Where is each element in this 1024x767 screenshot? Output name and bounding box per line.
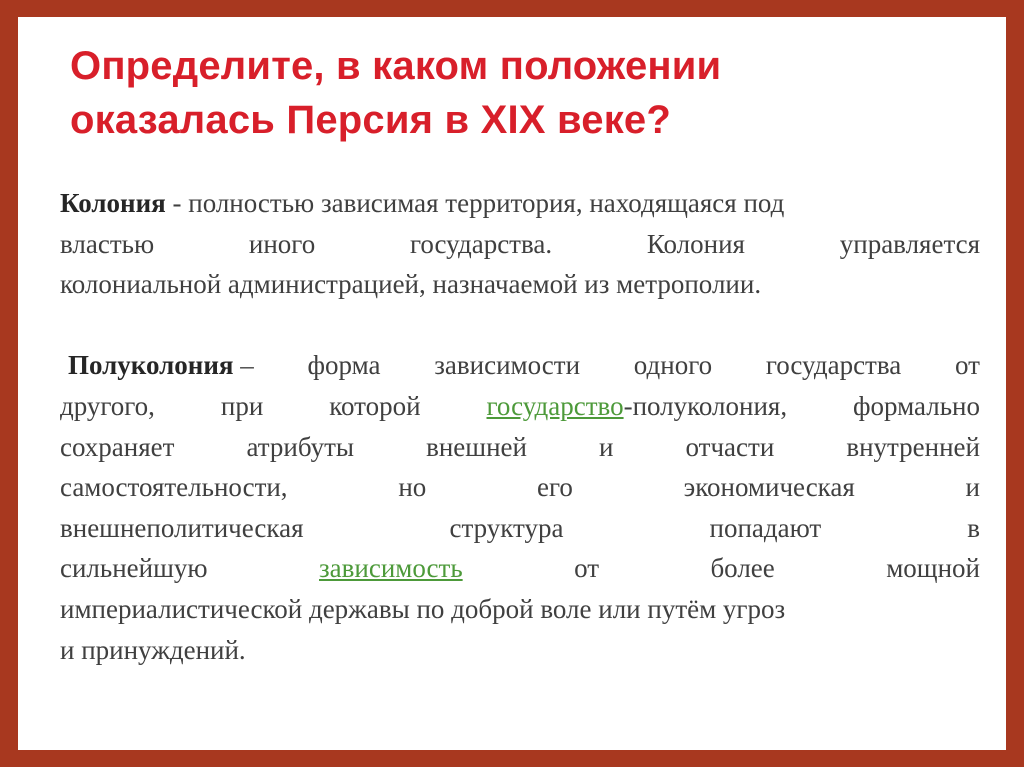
definitions-body: [60, 183, 980, 670]
colony-word: иного: [248, 228, 316, 259]
semicolony-word: которой: [329, 390, 421, 421]
colony-line-3: колониальной администрацией, назначаемой из метрополии.: [60, 269, 762, 300]
semicolony-word: сохраняет: [60, 431, 175, 462]
semicolony-term-group: [68, 345, 254, 386]
semicolony-word: внутренней: [846, 431, 980, 462]
state-link[interactable]: государство: [486, 390, 624, 421]
semicolony-line-1: [60, 345, 980, 386]
semicolony-line-6: [60, 548, 980, 589]
colony-line-1-text: - полностью зависимая территория, находящаяся под: [165, 188, 785, 218]
paragraph-gap: [60, 305, 980, 346]
semicolony-word: формально: [853, 390, 980, 421]
semicolony-word: от: [954, 350, 980, 381]
slide-title: [70, 39, 950, 147]
colony-word: государства.: [409, 228, 553, 259]
semicolony-word: и: [965, 472, 980, 503]
semicolony-word: мощной: [886, 553, 980, 584]
semicolony-line-8: и принуждений.: [60, 634, 246, 665]
semicolony-word: отчасти: [685, 431, 775, 462]
semicolony-line-2: [60, 386, 980, 427]
semicolony-word: более: [710, 553, 775, 584]
colony-line-1: [60, 183, 980, 224]
colony-term: Колония: [60, 188, 166, 218]
semicolony-line-7: империалистической державы по доброй воле или путём угроз: [60, 593, 786, 624]
title-line-1: Определите, в каком положении: [70, 44, 722, 88]
semicolony-line-4: [60, 467, 980, 508]
semicolony-term: Полуколония: [68, 350, 234, 381]
colony-word: Колония: [646, 228, 745, 259]
dependence-link[interactable]: зависимость: [319, 553, 463, 584]
semicolony-word: зависимости: [434, 350, 581, 381]
colony-word: управляется: [839, 228, 980, 259]
semicolony-word: атрибуты: [246, 431, 355, 462]
semicolony-word: одного: [633, 350, 713, 381]
semicolony-word: экономическая: [683, 472, 855, 503]
colony-line-2: [60, 224, 980, 265]
semicolony-word: структура: [449, 512, 564, 543]
semicolony-dash: –: [240, 350, 254, 381]
state-link-suffix: -полуколония,: [623, 390, 788, 421]
semicolony-word: попадают: [709, 512, 822, 543]
state-link-group: [487, 386, 788, 427]
title-line-2: оказалась Персия в XIX веке?: [70, 98, 672, 142]
semicolony-word: сильнейшую: [60, 553, 208, 584]
semicolony-line-5: [60, 508, 980, 549]
semicolony-line-3: [60, 427, 980, 468]
semicolony-word: форма: [307, 350, 381, 381]
semicolony-word: его: [537, 472, 573, 503]
semicolony-word: при: [220, 390, 264, 421]
semicolony-word: внешней: [426, 431, 527, 462]
slide-content-area: [18, 17, 1006, 750]
semicolony-word: но: [398, 472, 427, 503]
semicolony-word: в: [967, 512, 980, 543]
colony-word: властью: [60, 228, 155, 259]
semicolony-word: и: [599, 431, 614, 462]
semicolony-word: другого,: [60, 390, 155, 421]
semicolony-word: государства: [765, 350, 902, 381]
semicolony-word: от: [574, 553, 600, 584]
semicolony-word: внешнеполитическая: [60, 512, 304, 543]
semicolony-word: самостоятельности,: [60, 472, 288, 503]
